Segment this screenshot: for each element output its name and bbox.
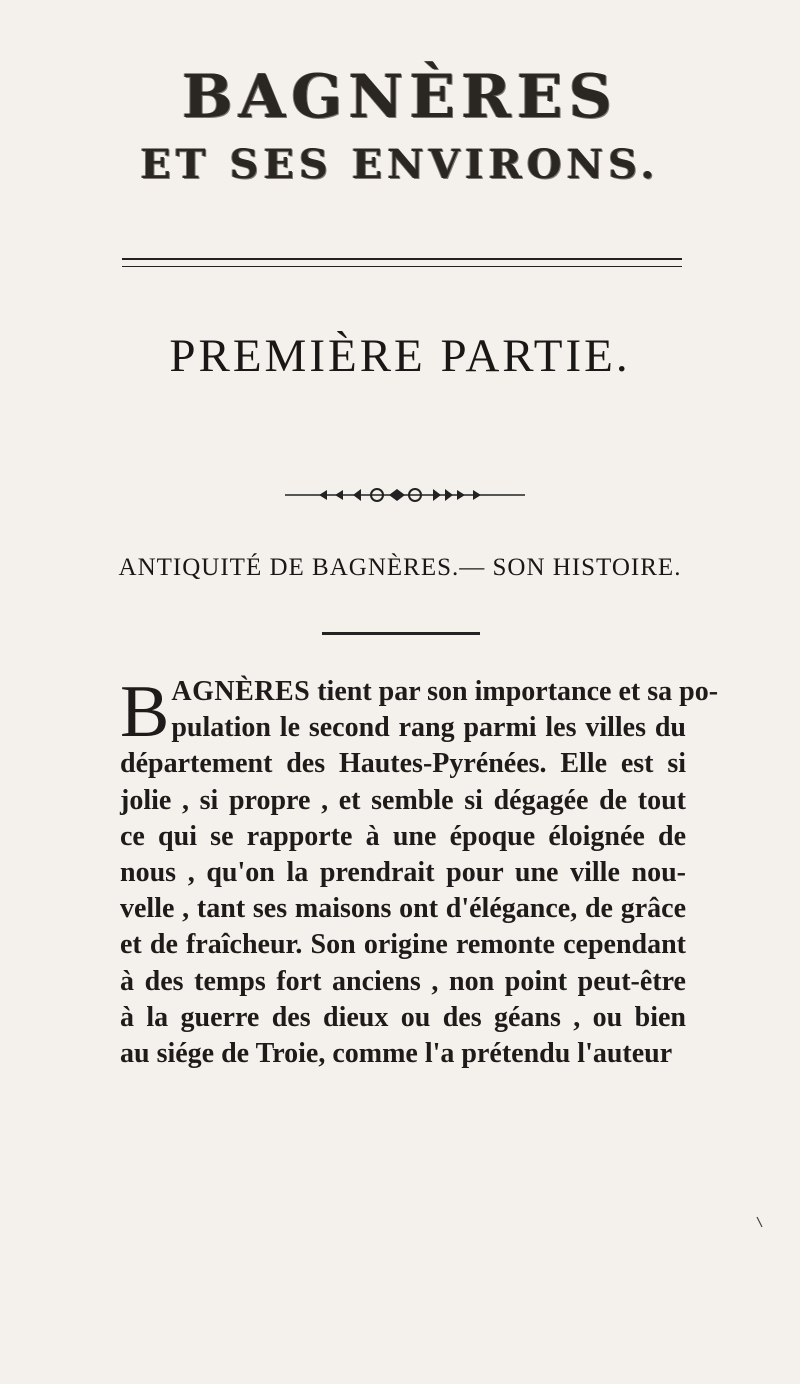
text-line-0: tient par son importance et sa po-: [310, 676, 719, 707]
ornament-divider: [285, 484, 525, 506]
text-line-1: pulation le second rang parmi les villes du: [171, 712, 686, 744]
decorative-title-line1: BAGNÈRES: [181, 62, 618, 132]
text-line-5: nous , qu'on la prendrait pour une ville nou-: [120, 857, 686, 889]
text-line-6: velle , tant ses maisons ont d'élégance, de grâce: [120, 893, 686, 925]
chapter-heading: ANTIQUITÉ DE BAGNÈRES.— SON HISTOIRE.: [118, 554, 682, 581]
body-paragraph: [120, 671, 719, 1072]
text-line-10: au siége de Troie, comme l'a prétendu l'auteur: [120, 1038, 673, 1070]
decorative-title-line2: ET SES ENVIRONS.: [140, 141, 660, 188]
text-line: [120, 674, 719, 710]
short-rule-divider: [322, 632, 480, 635]
printer-mark: [756, 1216, 766, 1228]
text-line-2: département des Hautes-Pyrénées. Elle est si: [120, 748, 686, 780]
part-title: PREMIÈRE PARTIE.: [169, 330, 631, 382]
text-line-7: et de fraîcheur. Son origine remonte cependant: [120, 929, 686, 961]
text-line-8: à des temps fort anciens , non point peut-être: [120, 965, 686, 997]
first-word-smallcaps: AGNÈRES: [171, 676, 311, 707]
text-line-4: ce qui se rapporte à une époque éloignée de: [120, 820, 686, 852]
text-line-3: jolie , si propre , et semble si dégagée de tout: [120, 784, 686, 816]
text-line-9: à la guerre des dieux ou des géans , ou bien: [120, 1001, 686, 1033]
double-rule-divider: [122, 258, 682, 267]
drop-cap: B: [120, 671, 170, 753]
